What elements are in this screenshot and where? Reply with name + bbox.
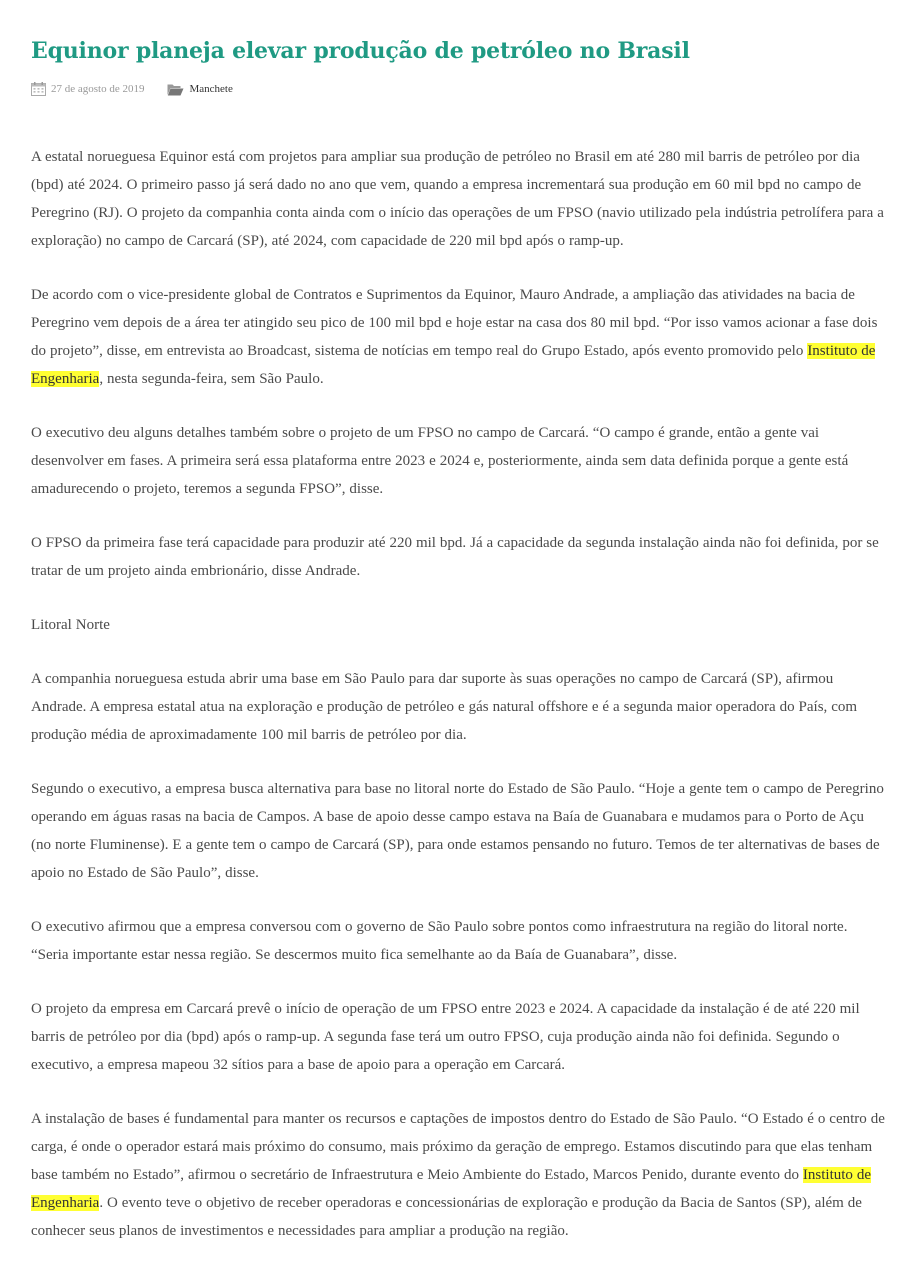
- paragraph-1: A estatal norueguesa Equinor está com projetos para ampliar sua produção de petróleo no Brasil em até 280 mil barris de petróleo por dia (bpd) até 2024. O primeiro passo já será dado no ano que vem, quando a empresa incrementará sua produção em 60 mil bpd no campo de Peregrino (RJ). O projeto da companhia conta ainda com o início das operações de um FPSO (navio utilizado pela indústria petrolífera para a exploração) no campo de Carcará (SP), até 2024, com capacidade de 220 mil bpd após o ramp-up.: [31, 149, 884, 249]
- paragraph-6: A companhia norueguesa estuda abrir uma base em São Paulo para dar suporte às suas operações no campo de Carcará (SP), afirmou Andrade. A empresa estatal atua na exploração e produção de petróleo e gás natural offshore e é a segunda maior operadora do País, com produção média de aproximadamente 100 mil barris de petróleo por dia.: [31, 671, 858, 743]
- article-date-text: 27 de agosto de 2019: [51, 83, 145, 95]
- paragraph-4: O FPSO da primeira fase terá capacidade para produzir até 220 mil bpd. Já a capacidade da segunda instalação ainda não foi definida, por se tratar de um projeto ainda embrionário, disse Andrade.: [31, 535, 879, 579]
- article-category[interactable]: [167, 83, 232, 96]
- paragraph-10-text-before: A instalação de bases é fundamental para manter os recursos e captações de impostos dentro do Estado de São Paulo. “O Estado é o centro de carga, é onde o operador estará mais próximo do consumo, mais próximo da geração de emprego. Estamos discutindo para que elas tenham base também no Estado”, afirmou o secretário de Infraestrutura e Meio Ambiente do Estado, Marcos Penido, durante evento do: [31, 1111, 885, 1183]
- article: [31, 0, 885, 1271]
- paragraph-10-text-after: . O evento teve o objetivo de receber operadoras e concessionárias de exploração e produção da Bacia de Santos (SP), além de conhecer seus planos de investimentos e necessidades para ampliar a produção na região.: [31, 1195, 862, 1239]
- article-date: [31, 82, 144, 96]
- paragraph-2-text-after: , nesta segunda-feira, sem São Paulo.: [99, 371, 324, 387]
- highlight-instituto-engenharia[interactable]: Instituto de Engenharia: [31, 1167, 872, 1211]
- paragraph-3: O executivo deu alguns detalhes também sobre o projeto de um FPSO no campo de Carcará. “O campo é grande, então a gente vai desenvolver em fases. A primeira será essa plataforma entre 2023 e 2024 e, posteriormente, ainda sem data definida porque a gente está amadurecendo o projeto, teremos a segunda FPSO”, disse.: [31, 425, 849, 497]
- calendar-icon: [31, 82, 46, 96]
- article-meta: [31, 79, 885, 99]
- paragraph-8: O executivo afirmou que a empresa conversou com o governo de São Paulo sobre pontos como infraestrutura na região do litoral norte. “Seria importante estar nessa região. Se descermos muito fica semelhante ao da Baía de Guanabara”, disse.: [31, 919, 848, 963]
- paragraph-7: Segundo o executivo, a empresa busca alternativa para base no litoral norte do Estado de São Paulo. “Hoje a gente tem o campo de Peregrino operando em águas rasas na bacia de Campos. A base de apoio desse campo estava na Baía de Guanabara e mudamos para o Porto de Açu (no norte Fluminense). E a gente tem o campo de Carcará (SP), para onde estamos pensando no futuro. Temos de ter alternativas de bases de apoio no Estado de São Paulo”, disse.: [31, 781, 884, 881]
- paragraph-10: [31, 1105, 885, 1245]
- article-title[interactable]: Equinor planeja elevar produção de petróleo no Brasil: [31, 38, 690, 64]
- paragraph-2-text-before: De acordo com o vice-presidente global de Contratos e Suprimentos da Equinor, Mauro Andrade, a ampliação das atividades na bacia de Peregrino vem depois de a área ter atingido seu pico de 100 mil bpd e hoje estar na casa dos 80 mil bpd. “Por isso vamos acionar a fase dois do projeto”, disse, em entrevista ao Broadcast, sistema de notícias em tempo real do Grupo Estado, após evento promovido pelo: [31, 287, 878, 359]
- section-heading-litoral-norte: Litoral Norte: [31, 617, 110, 633]
- article-body: [31, 143, 885, 1245]
- paragraph-2: [31, 281, 885, 393]
- paragraph-9: O projeto da empresa em Carcará prevê o início de operação de um FPSO entre 2023 e 2024. A capacidade da instalação é de até 220 mil barris de petróleo por dia (bpd) após o ramp-up. A segunda fase terá um outro FPSO, cuja produção ainda não foi definida. Segundo o executivo, a empresa mapeou 32 sítios para a base de apoio para a operação em Carcará.: [31, 1001, 860, 1073]
- article-category-link[interactable]: Manchete: [189, 83, 233, 95]
- folder-open-icon: [167, 83, 184, 96]
- highlight-instituto-engenharia[interactable]: Instituto de Engenharia: [31, 343, 876, 387]
